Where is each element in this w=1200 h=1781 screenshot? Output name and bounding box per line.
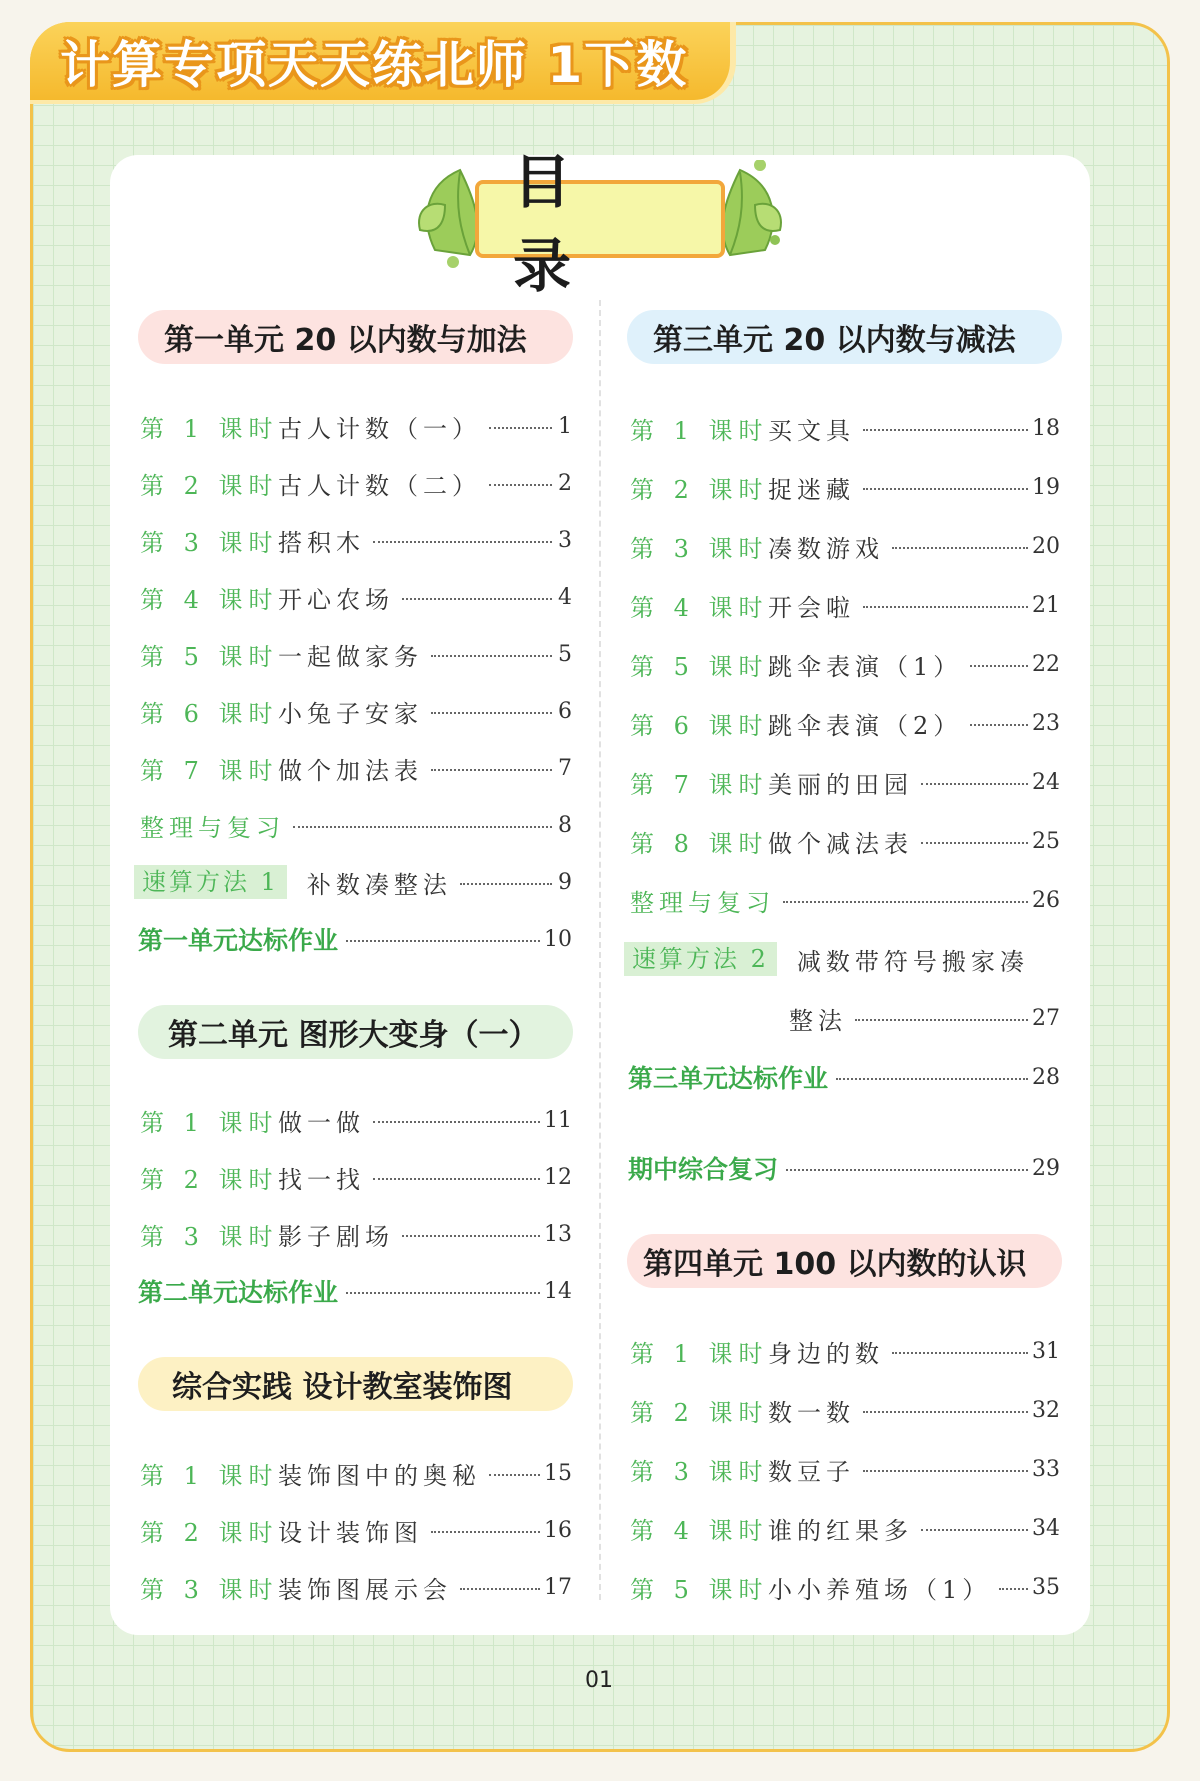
review-label: 整理与复习	[630, 888, 775, 917]
lesson-label: 第 5 课时	[630, 1575, 769, 1604]
lesson-label: 第 3 课时	[630, 1457, 769, 1486]
lesson-title: 小小养殖场（1）	[768, 1575, 992, 1604]
lesson-title: 跳伞表演（1）	[768, 652, 963, 681]
page-number: 18	[1032, 415, 1060, 441]
lesson-label: 第 3 课时	[140, 1222, 279, 1251]
lesson-label: 第 6 课时	[140, 699, 279, 728]
page-number: 16	[544, 1517, 572, 1543]
dot-leader	[783, 901, 1028, 903]
lesson-title: 古人计数（一）	[278, 414, 481, 443]
dot-leader	[836, 1078, 1028, 1080]
toc-heading-area	[415, 148, 785, 300]
header-banner	[30, 22, 736, 104]
lesson-title: 跳伞表演（2）	[768, 711, 963, 740]
lesson-title: 古人计数（二）	[278, 471, 481, 500]
toc-entry-midterm[interactable]	[628, 1148, 1060, 1188]
method-tag: 速算方法 2	[624, 942, 777, 976]
lesson-title: 一起做家务	[278, 642, 423, 671]
lesson-label: 第 5 课时	[140, 642, 279, 671]
review-label: 整理与复习	[140, 813, 285, 842]
toc-entry-unit1-lesson5[interactable]	[140, 634, 572, 674]
toc-entry-unit3-lesson2[interactable]	[630, 467, 1060, 507]
lesson-label: 第 1 课时	[140, 1108, 279, 1137]
dot-leader	[489, 427, 552, 429]
lesson-label: 第 2 课时	[140, 1165, 279, 1194]
page-number: 11	[544, 1107, 572, 1133]
lesson-title: 身边的数	[768, 1339, 884, 1368]
page-number: 23	[1032, 710, 1060, 736]
dot-leader	[489, 484, 552, 486]
page-number: 31	[1032, 1338, 1060, 1364]
dot-leader	[431, 712, 552, 714]
toc-entry-unit1-review[interactable]	[140, 805, 572, 845]
toc-entry-unit3-lesson5[interactable]	[630, 644, 1060, 684]
page-number: 21	[1032, 592, 1060, 618]
toc-entry-unit3-lesson7[interactable]	[630, 762, 1060, 802]
dot-leader	[431, 769, 552, 771]
dot-leader	[863, 606, 1028, 608]
lesson-label: 第 1 课时	[140, 414, 279, 443]
dot-leader	[786, 1169, 1028, 1171]
book-title: 计算专项天天练北师 1下数	[60, 36, 689, 94]
lesson-title: 凑数游戏	[768, 534, 884, 563]
lesson-title: 数一数	[768, 1398, 855, 1427]
dot-leader	[489, 1474, 540, 1476]
toc-entry-unit3-lesson8[interactable]	[630, 821, 1060, 861]
dot-leader	[863, 1411, 1028, 1413]
dot-leader	[346, 1292, 540, 1294]
footer-page-number: 01	[585, 1668, 613, 1693]
lesson-title: 装饰图展示会	[278, 1575, 452, 1604]
toc-entry-unit3-lesson1[interactable]	[630, 408, 1060, 448]
lesson-label: 第 7 课时	[630, 770, 769, 799]
page-number: 13	[544, 1221, 572, 1247]
page-number: 1	[558, 413, 572, 439]
page-number: 20	[1032, 533, 1060, 559]
dot-leader	[373, 1178, 540, 1180]
lesson-label: 第 8 课时	[630, 829, 769, 858]
toc-entry-unit3-lesson3[interactable]	[630, 526, 1060, 566]
column-divider	[599, 300, 601, 1600]
lesson-title: 美丽的田园	[768, 770, 913, 799]
toc-entry-practice-lesson3[interactable]	[140, 1567, 572, 1607]
dot-leader	[460, 1588, 540, 1590]
toc-entry-unit3-method[interactable]	[624, 939, 1060, 979]
lesson-label: 第 2 课时	[140, 471, 279, 500]
lesson-label: 第 4 课时	[140, 585, 279, 614]
page-number: 9	[558, 869, 572, 895]
toc-entry-unit3-method-cont[interactable]	[789, 998, 1060, 1038]
toc-entry-unit1-lesson7[interactable]	[140, 748, 572, 788]
dot-leader	[970, 665, 1028, 667]
page-number: 35	[1032, 1574, 1060, 1600]
lesson-label: 第 4 课时	[630, 593, 769, 622]
toc-entry-unit1-lesson4[interactable]	[140, 577, 572, 617]
page-number: 24	[1032, 769, 1060, 795]
lesson-label: 第 3 课时	[140, 1575, 279, 1604]
page-number: 4	[558, 584, 572, 610]
unit4-title: 第四单元 100 以内数的认识	[627, 1234, 1062, 1288]
method-title-line1: 减数带符号搬家凑	[796, 947, 1029, 976]
toc-entry-unit2-lesson2[interactable]	[140, 1157, 572, 1197]
toc-entry-unit2-lesson1[interactable]	[140, 1100, 572, 1140]
page-number: 22	[1032, 651, 1060, 677]
page-number: 5	[558, 641, 572, 667]
page-number: 28	[1032, 1064, 1060, 1090]
dot-leader	[999, 1588, 1028, 1590]
toc-entry-unit1-lesson1[interactable]	[140, 406, 572, 446]
lesson-title: 做一做	[278, 1108, 365, 1137]
page-number: 6	[558, 698, 572, 724]
unit3-title: 第三单元 20 以内数与减法	[627, 310, 1062, 364]
page-number: 14	[544, 1278, 572, 1304]
lesson-title: 影子剧场	[278, 1222, 394, 1251]
dot-leader	[373, 1121, 540, 1123]
page-number: 25	[1032, 828, 1060, 854]
toc-entry-unit1-lesson3[interactable]	[140, 520, 572, 560]
toc-entry-unit1-homework[interactable]	[138, 919, 572, 959]
dot-leader	[346, 940, 540, 942]
unit1-title: 第一单元 20 以内数与加法	[138, 310, 573, 364]
page-number: 27	[1032, 1005, 1060, 1031]
toc-entry-unit1-lesson2[interactable]	[140, 463, 572, 503]
lesson-title: 数豆子	[768, 1457, 855, 1486]
page-number: 26	[1032, 887, 1060, 913]
toc-entry-unit3-lesson6[interactable]	[630, 703, 1060, 743]
toc-heading-box	[475, 148, 725, 300]
dot-leader	[970, 724, 1028, 726]
lesson-title: 小兔子安家	[278, 699, 423, 728]
toc-entry-unit3-lesson4[interactable]	[630, 585, 1060, 625]
homework-label: 第一单元达标作业	[138, 926, 339, 955]
dot-leader	[402, 598, 552, 600]
lesson-title: 做个加法表	[278, 756, 423, 785]
lesson-title: 谁的红果多	[768, 1516, 913, 1545]
toc-entry-unit2-homework[interactable]	[138, 1271, 572, 1311]
dot-leader	[373, 541, 552, 543]
midterm-label: 期中综合复习	[628, 1155, 779, 1184]
method-title-line2: 整法	[789, 1006, 847, 1035]
dot-leader	[863, 488, 1028, 490]
page-number: 7	[558, 755, 572, 781]
lesson-title: 做个减法表	[768, 829, 913, 858]
page-number: 34	[1032, 1515, 1060, 1541]
toc-entry-practice-lesson2[interactable]	[140, 1510, 572, 1550]
lesson-title: 捉迷藏	[768, 475, 855, 504]
toc-entry-unit1-method[interactable]	[134, 862, 572, 902]
page-number: 33	[1032, 1456, 1060, 1482]
lesson-label: 第 4 课时	[630, 1516, 769, 1545]
dot-leader	[921, 783, 1028, 785]
lesson-title: 开会啦	[768, 593, 855, 622]
toc-entry-practice-lesson1[interactable]	[140, 1453, 572, 1493]
toc-entry-unit2-lesson3[interactable]	[140, 1214, 572, 1254]
dot-leader	[431, 655, 552, 657]
lesson-label: 第 2 课时	[630, 475, 769, 504]
page-number: 19	[1032, 474, 1060, 500]
dot-leader	[863, 429, 1028, 431]
page-number: 32	[1032, 1397, 1060, 1423]
unit2-title: 第二单元 图形大变身（一）	[138, 1005, 573, 1059]
page-number: 15	[544, 1460, 572, 1486]
page-number: 29	[1032, 1155, 1060, 1181]
dot-leader	[921, 1529, 1028, 1531]
page-number: 8	[558, 812, 572, 838]
lesson-title: 买文具	[768, 416, 855, 445]
toc-entry-unit4-lesson5[interactable]	[630, 1567, 1060, 1607]
dot-leader	[402, 1235, 540, 1237]
toc-heading: 目 录	[513, 148, 606, 300]
dot-leader	[921, 842, 1028, 844]
page-number: 12	[544, 1164, 572, 1190]
homework-label: 第二单元达标作业	[138, 1278, 339, 1307]
lesson-title: 设计装饰图	[278, 1518, 423, 1547]
lesson-label: 第 1 课时	[630, 1339, 769, 1368]
toc-entry-unit1-lesson6[interactable]	[140, 691, 572, 731]
toc-entry-unit4-lesson2[interactable]	[630, 1390, 1060, 1430]
lesson-title: 搭积木	[278, 528, 365, 557]
page-number: 3	[558, 527, 572, 553]
lesson-label: 第 1 课时	[630, 416, 769, 445]
dot-leader	[855, 1019, 1028, 1021]
toc-entry-unit3-review[interactable]	[630, 880, 1060, 920]
lesson-label: 第 2 课时	[630, 1398, 769, 1427]
practice-title: 综合实践 设计教室装饰图	[138, 1357, 573, 1411]
dot-leader	[460, 883, 552, 885]
method-title: 补数凑整法	[306, 870, 452, 899]
toc-entry-unit4-lesson3[interactable]	[630, 1449, 1060, 1489]
lesson-label: 第 3 课时	[630, 534, 769, 563]
dot-leader	[892, 1352, 1028, 1354]
lesson-title: 开心农场	[278, 585, 394, 614]
lesson-label: 第 6 课时	[630, 711, 769, 740]
toc-entry-unit4-lesson1[interactable]	[630, 1331, 1060, 1371]
toc-entry-unit4-lesson4[interactable]	[630, 1508, 1060, 1548]
lesson-label: 第 2 课时	[140, 1518, 279, 1547]
toc-entry-unit3-homework[interactable]	[628, 1057, 1060, 1097]
homework-label: 第三单元达标作业	[628, 1064, 829, 1093]
lesson-label: 第 3 课时	[140, 528, 279, 557]
dot-leader	[892, 547, 1028, 549]
lesson-label: 第 5 课时	[630, 652, 769, 681]
dot-leader	[863, 1470, 1028, 1472]
page-number: 17	[544, 1574, 572, 1600]
page-number: 2	[558, 470, 572, 496]
lesson-title: 找一找	[278, 1165, 365, 1194]
method-tag: 速算方法 1	[134, 865, 287, 899]
dot-leader	[293, 826, 552, 828]
lesson-label: 第 7 课时	[140, 756, 279, 785]
lesson-label: 第 1 课时	[140, 1461, 279, 1490]
lesson-title: 装饰图中的奥秘	[278, 1461, 481, 1490]
dot-leader	[431, 1531, 540, 1533]
page-number: 10	[544, 926, 572, 952]
